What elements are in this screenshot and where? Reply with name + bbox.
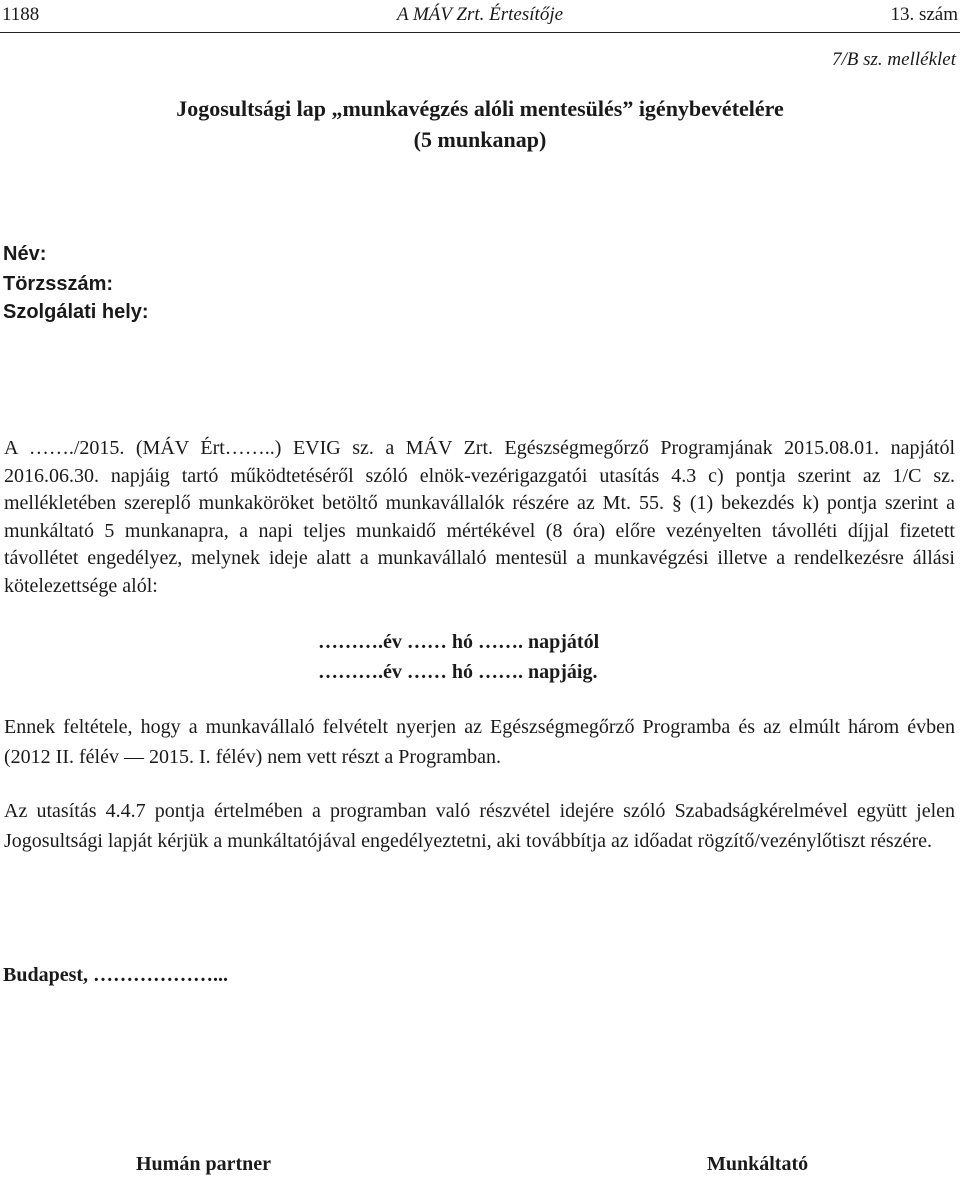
period-end: ……….év …… hó ……. napjáig. — [318, 661, 598, 683]
period-start: ……….év …… hó ……. napjától — [318, 631, 600, 653]
signature-employer: Munkáltató — [707, 1153, 809, 1175]
issue-number: 13. szám — [890, 4, 958, 25]
signature-hr-partner: Humán partner — [136, 1153, 271, 1175]
document-title: Jogosultsági lap „munkavégzés alóli mentesülés” igénybevételére — [176, 96, 784, 121]
place-date-line: Budapest, ………………... — [3, 964, 229, 986]
page-number: 1188 — [2, 4, 40, 25]
workplace-field-label: Szolgálati hely: — [3, 301, 149, 323]
document-subtitle: (5 munkanap) — [413, 127, 547, 152]
instruction-paragraph: Az utasítás 4.4.7 pontja értelmében a programban való részvétel idejére szóló Szabadságkérelmével együtt jelen Jogosultsági lapját kérjük a munkáltatójával engedélyeztetni, aki továbbítja az időadat rögzítő/vezénylőtiszt részére. — [4, 800, 955, 852]
page-header — [0, 0, 960, 33]
name-field-label: Név: — [3, 243, 47, 265]
header-divider — [0, 32, 960, 33]
journal-title: A MÁV Zrt. Értesítője — [396, 4, 564, 25]
condition-paragraph: Ennek feltétele, hogy a munkavállaló felvételt nyerjen az Egészségmegőrző Programba és az elmúlt három évben (2012 II. félév — 2015. I. félév) nem vett részt a Programban. — [4, 716, 955, 768]
main-paragraph: A ……./2015. (MÁV Ért……..) EVIG sz. a MÁV Zrt. Egészségmegőrző Programjának 2015.08.01. napjától 2016.06.30. napjáig tartó működtetéséről szóló elnök-vezérigazgatói utasítás 4.3 c) pontja szerint az 1/C sz. mellékletében szereplő munkaköröket betöltő munkavállalók részére az Mt. 55. § (1) bekezdés k) pontja szerint a munkáltató 5 munkanapra, a napi teljes munkaidő mértékével (8 óra) előre vezényelten távolléti díjjal fizetett távollétet engedélyez, melynek ideje alatt a munkavállaló mentesül a munkavégzési illetve a rendelkezésre állási kötelezettsége alól: — [4, 437, 955, 597]
annex-label: 7/B sz. melléklet — [832, 49, 956, 70]
employee-id-field-label: Törzsszám: — [3, 273, 114, 295]
